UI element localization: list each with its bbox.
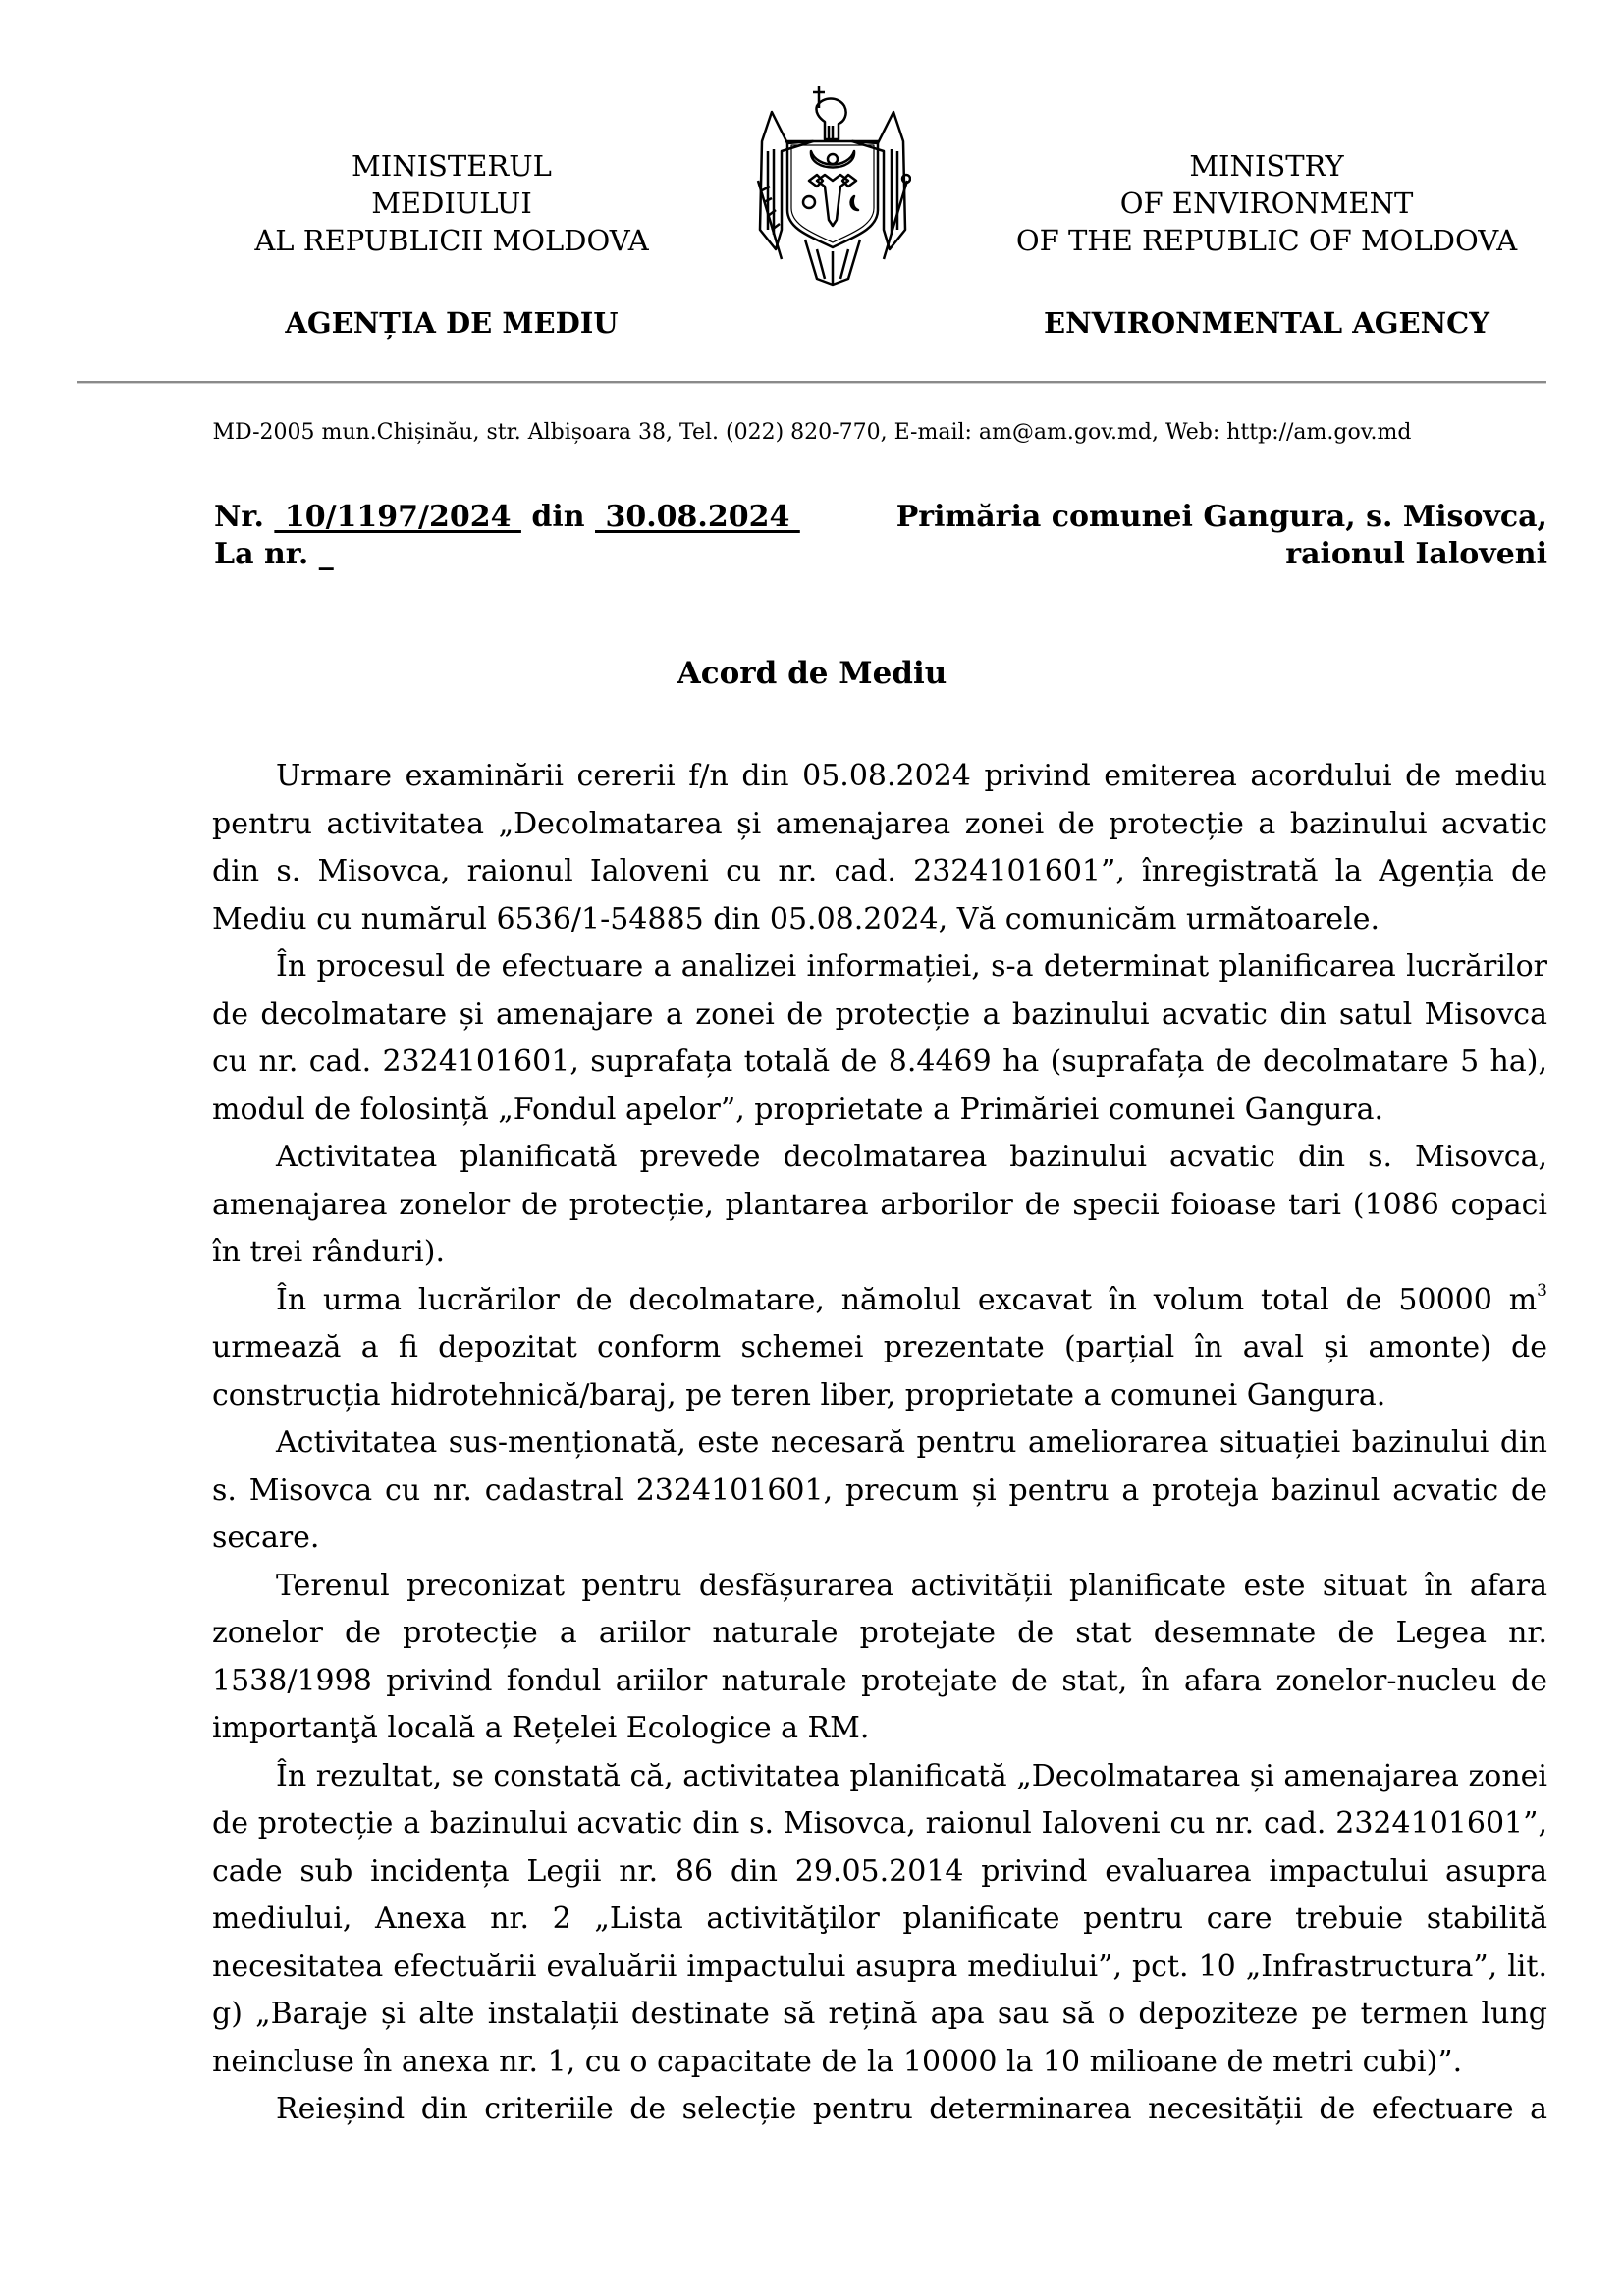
document-body bbox=[212, 753, 1547, 2134]
ministry-ro-line-1: MINISTERUL bbox=[352, 149, 552, 183]
reference-block bbox=[214, 499, 800, 573]
din-label: din bbox=[531, 500, 585, 534]
paragraph-4-start: În urma lucrărilor de decolmatare, nămolul excavat în volum total de 50000 m bbox=[276, 1282, 1538, 1317]
cubic-superscript: 3 bbox=[1537, 1280, 1547, 1301]
agency-name-en: ENVIRONMENTAL AGENCY bbox=[1044, 306, 1489, 340]
paragraph-4-end: urmează a fi depozitat conform schemei prezentate (parțial în aval și amonte) de construcția hidrotehnică/baraj, pe teren liber, proprietate a comunei Gangura. bbox=[212, 1330, 1547, 1413]
recipient-line-2: raionul Ialoveni bbox=[1285, 537, 1547, 571]
header-divider bbox=[77, 381, 1546, 384]
la-nr-value: _ bbox=[318, 537, 334, 571]
la-nr-line bbox=[214, 536, 800, 573]
ministry-en-line-2: OF ENVIRONMENT bbox=[1119, 187, 1414, 220]
moldova-coat-of-arms-icon bbox=[754, 82, 911, 289]
paragraph-4 bbox=[212, 1277, 1547, 1420]
document-date: 30.08.2024 bbox=[595, 500, 800, 534]
agency-name-ro: AGENȚIA DE MEDIU bbox=[285, 306, 619, 340]
nr-label: Nr. bbox=[214, 500, 264, 534]
ministry-name-en bbox=[962, 147, 1571, 259]
paragraph-3: Activitatea planificată prevede decolmatarea bazinului acvatic din s. Misovca, amenajarea zonelor de protecție, plantarea arborilor de specii foioase tari (1086 copaci în trei rânduri). bbox=[212, 1140, 1547, 1269]
paragraph-1: Urmare examinării cererii f/n din 05.08.2024 privind emiterea acordului de mediu pentru activitatea „Decolmatarea și amenajarea zonei de protecție a bazinului acvatic din s. Misovca, raionul Ialoveni cu nr. cad. 2324101601”, înregistrată la Agenția de Mediu cu numărul 6536/1-54885 din 05.08.2024, Vă comunicăm următoarele. bbox=[212, 759, 1547, 936]
recipient-block bbox=[840, 499, 1547, 573]
document-number: 10/1197/2024 bbox=[274, 500, 521, 534]
ministry-ro-line-2: MEDIULUI bbox=[371, 187, 532, 220]
la-nr-label: La nr. bbox=[214, 537, 309, 571]
ministry-en-line-3: OF THE REPUBLIC OF MOLDOVA bbox=[1015, 224, 1518, 257]
paragraph-7: În rezultat, se constată că, activitatea planificată „Decolmatarea și amenajarea zonei de protecție a bazinului acvatic din s. Misovca, raionul Ialoveni cu nr. cad. 2324101601”, cade sub incidența Legii nr. 86 din 29.05.2014 privind evaluarea impactului asupra mediului, Anexa nr. 2 „Lista activităţilor planificate pentru care trebuie stabilită necesitatea efectuării evaluării impactului asupra mediului”, pct. 10 „Infrastructura”, lit. g) „Baraje și alte instalații destinate să rețină apa sau să o depoziteze pe termen lung neincluse în anexa nr. 1, cu o capacitate de la 10000 la 10 milioane de metri cubi)”. bbox=[212, 1758, 1547, 2079]
reference-number-line bbox=[214, 499, 800, 536]
recipient-line-1: Primăria comunei Gangura, s. Misovca, bbox=[895, 500, 1547, 534]
ministry-name-ro bbox=[196, 147, 707, 259]
contact-info: MD-2005 mun.Chișinău, str. Albișoara 38, Tel. (022) 820-770, E-mail: am@am.gov.md, Web: http://am.gov.md bbox=[212, 420, 1412, 445]
paragraph-2: În procesul de efectuare a analizei informației, s-a determinat planificarea lucrărilor de decolmatare și amenajare a zonei de protecție a bazinului acvatic din satul Misovca cu nr. cad. 2324101601, suprafața totală de 8.4469 ha (suprafața de decolmatare 5 ha), modul de folosință „Fondul apelor”, proprietate a Primăriei comunei Gangura. bbox=[212, 949, 1547, 1127]
paragraph-8: Reieșind din criteriile de selecție pentru determinarea necesității de efectuare a bbox=[276, 2092, 1547, 2126]
document-title: Acord de Mediu bbox=[677, 656, 947, 691]
ministry-ro-line-3: AL REPUBLICII MOLDOVA bbox=[254, 224, 649, 257]
paragraph-6: Terenul preconizat pentru desfășurarea activității planificate este situat în afara zonelor de protecție a ariilor naturale protejate de stat desemnate de Legea nr. 1538/1998 privind fondul ariilor naturale protejate de stat, în afara zonelor-nucleu de importanţă locală a Rețelei Ecologice a RM. bbox=[212, 1568, 1547, 1745]
ministry-en-line-1: MINISTRY bbox=[1189, 149, 1344, 183]
paragraph-5: Activitatea sus-menționată, este necesară pentru ameliorarea situației bazinului din s. Misovca cu nr. cadastral 2324101601, precum și pentru a proteja bazinul acvatic de secare. bbox=[212, 1425, 1547, 1555]
